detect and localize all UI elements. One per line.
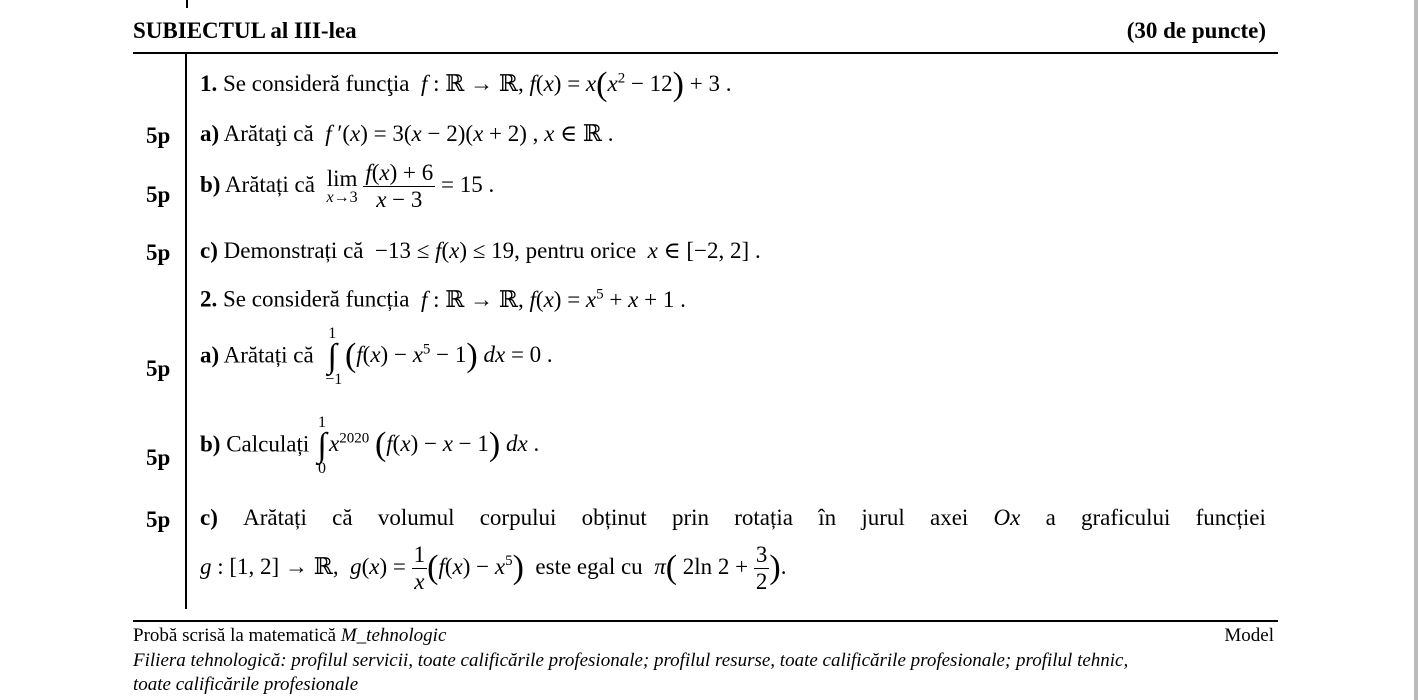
problem-2c-points: 5p	[146, 507, 171, 532]
problem-1c-formula: −13 ≤ f(x) ≤ 19, pentru orice x ∈ [−2, 2] .	[369, 238, 761, 263]
problem-2b-label: b)	[200, 431, 221, 457]
problem-2b-formula: 1 ∫ 0 $x^{2020}$ (f(x) − x − 1) dx .	[317, 414, 540, 477]
problem-1b-points: 5p	[146, 182, 171, 207]
section-points: (30 de puncte)	[1126, 18, 1266, 43]
problem-1b	[200, 160, 494, 213]
section-header	[133, 18, 1266, 44]
problem-1-function: f : ℝ → ℝ, $f(x) = x(x^2 - 12) + 3$ .	[420, 66, 732, 103]
footer-divider	[133, 620, 1278, 622]
points-column-divider	[185, 53, 187, 609]
problem-2a	[200, 326, 553, 388]
problem-1a-label: a)	[200, 121, 220, 146]
problem-2b-points: 5p	[146, 445, 171, 470]
problem-1c-points: 5p	[146, 240, 171, 265]
header-divider	[133, 52, 1278, 54]
problem-2-function: f : ℝ → ℝ, $f(x) = x^5 + x + 1$ .	[420, 286, 686, 312]
problem-1b-formula: lim x→3 $\frac{f(x) + 6}{x - 3}$ = 15 .	[326, 160, 495, 212]
problem-2-number: 2.	[200, 286, 218, 312]
problem-1-intro-text: Se consideră funcţia	[223, 71, 410, 96]
problem-2-intro	[200, 286, 686, 313]
problem-2a-points: 5p	[146, 356, 171, 381]
problem-2-intro-text: Se consideră funcția	[223, 286, 410, 312]
problem-2c-line-1: c) Arătați că volumul corpului obținut prin rotația în jurul axei Ox a graficului funcției	[200, 505, 1266, 530]
problem-2b-text: Calculați	[226, 431, 310, 457]
problem-1b-text: Arătați că	[224, 171, 315, 197]
problem-1a	[200, 121, 614, 147]
footer-line-2: Filiera tehnologică: profilul servicii, toate calificările profesionale; profilul resurse, toate calificările profesionale; profilul tehnic,	[133, 650, 1129, 671]
footer-right: Model	[1224, 625, 1274, 646]
section-title: SUBIECTUL al III-lea	[133, 18, 357, 43]
problem-1-intro	[200, 66, 731, 104]
problem-1c-text: Demonstrați că	[223, 238, 364, 263]
problem-1a-text: Arătaţi că	[223, 121, 314, 146]
footer-line-1	[133, 625, 1274, 647]
problem-1b-label: b)	[200, 171, 221, 197]
problem-2b	[200, 415, 539, 477]
problem-2c-line-2: g : [1, 2] → ℝ, g(x) = $\frac{1}{x}$ $(f(x) - x^5)$ este egal cu π( 2ln 2 + $\frac{3}{2}$ ).	[200, 542, 787, 594]
problem-2a-text: Arătați că	[223, 342, 314, 368]
problem-2a-label: a)	[200, 342, 220, 368]
footer-left: Probă scrisă la matematică M_tehnologic	[133, 625, 447, 646]
page-edge	[1414, 0, 1418, 700]
problem-1a-points: 5p	[146, 123, 171, 148]
problem-2a-formula: 1 ∫ −1 $(f(x) - x^5 - 1)$ dx = 0 .	[325, 325, 553, 388]
problem-1c-label: c)	[200, 238, 218, 263]
problem-1-number: 1.	[200, 71, 218, 96]
problem-1a-formula: f ′(x) = 3(x − 2)(x + 2) , x ∈ ℝ .	[325, 121, 614, 146]
problem-2c-label: c)	[200, 505, 218, 530]
footer-line-3: toate calificările profesionale	[133, 674, 359, 695]
top-tick-mark	[186, 0, 188, 8]
problem-1c	[200, 238, 761, 264]
